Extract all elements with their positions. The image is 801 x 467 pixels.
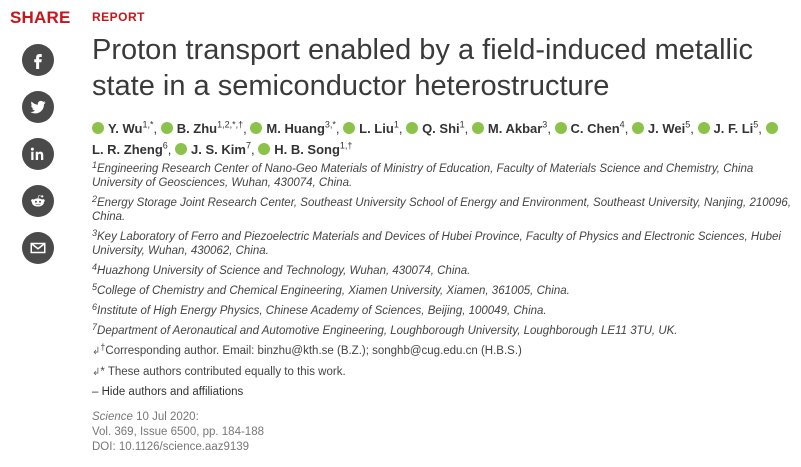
publication-date: 10 Jul 2020: [132, 411, 199, 423]
author-name[interactable]: M. Huang [266, 121, 325, 136]
email-icon [29, 239, 47, 257]
orcid-icon[interactable] [766, 122, 778, 134]
orcid-icon[interactable] [343, 122, 355, 134]
author-item[interactable] [555, 121, 625, 136]
affiliation-item [92, 162, 792, 190]
linkedin-icon [29, 145, 47, 163]
affiliation-number: 7 [92, 322, 98, 332]
author-list: Y. $Wu^{1,*}$, B. Zhu$^{1,2,*,\dagger}$, M. Huang$^{3,*}$, L. Liu$^1$, Q. Shi$^1$, M. Akbar$^3$, C. Chen$^4$, J. Wei$^5$, J. F. Li$^5$, L. R. Zheng$^6$, J. S. Kim$^7$, H. B. Song$^{1,\dagger}$ [92, 118, 792, 160]
equal-contribution-note [92, 365, 792, 380]
share-rail [10, 8, 71, 28]
orcid-icon[interactable] [250, 122, 262, 134]
author-affiliation-sup: 1 [393, 119, 399, 130]
orcid-icon[interactable] [258, 143, 270, 155]
author-affiliation-sup: 6 [162, 140, 168, 151]
affiliation-number: 3 [92, 228, 98, 238]
author-affiliation-sup: 7 [245, 140, 251, 151]
author-name[interactable]: J. Wei [647, 121, 686, 136]
affiliation-item [92, 324, 792, 338]
facebook-share-button[interactable] [22, 44, 54, 76]
citation-block [92, 410, 792, 455]
orcid-icon[interactable] [175, 143, 187, 155]
orcid-icon[interactable] [698, 122, 710, 134]
affiliation-text: Key Laboratory of Ferro and Piezoelectric Materials and Devices of Hubei Province, Faculty of Physics and Electronic Sciences, Hubei University, Wuhan, 430062, China. [92, 231, 781, 257]
affiliation-item [92, 196, 792, 224]
email-share-button[interactable] [22, 232, 54, 264]
author-affiliation-sup: 4 [619, 119, 625, 130]
return-arrow-icon: ↲ [92, 346, 101, 357]
author-item[interactable] [406, 121, 465, 136]
author-name[interactable]: H. B. Song [274, 142, 340, 157]
author-affiliation-sup: 1,2,*,† [217, 119, 244, 130]
doi: DOI: 10.1126/science.aaz9139 [92, 441, 250, 453]
affiliation-text: Energy Storage Joint Research Center, Southeast University School of Energy and Environment, Southeast University, Nanjing, 210096, China. [92, 197, 792, 223]
equal-contribution-text: * These authors contributed equally to this work. [100, 366, 346, 378]
author-item[interactable] [343, 121, 399, 136]
author-name[interactable]: C. Chen [570, 121, 620, 136]
author-affiliation-sup: 5 [685, 119, 691, 130]
affiliation-text: Department of Aeronautical and Automotive Engineering, Loughborough University, Loughborough LE11 3TU, UK. [97, 325, 678, 337]
author-item[interactable] [632, 121, 690, 136]
corresponding-note [92, 344, 792, 359]
affiliation-item [92, 284, 792, 298]
affiliation-item [92, 230, 792, 258]
orcid-icon[interactable] [472, 122, 484, 134]
author-name[interactable]: M. Akbar [487, 121, 543, 136]
affiliation-number: 5 [92, 282, 98, 292]
affiliation-text: Institute of High Energy Physics, Chinese Academy of Sciences, Beijing, 100049, China. [97, 305, 547, 317]
author-item[interactable] [250, 121, 336, 136]
reddit-share-button[interactable] [22, 185, 54, 217]
author-name[interactable]: J. S. Kim [191, 142, 246, 157]
orcid-icon[interactable] [406, 122, 418, 134]
affiliation-number: 6 [92, 302, 98, 312]
affiliation-text: Engineering Research Center of Nano-Geo Materials of Ministry of Education, Faculty of Materials Science and Chemistry, China University of Geosciences, Wuhan, 430074, China. [92, 163, 754, 189]
author-name[interactable]: L. Liu [359, 121, 394, 136]
affiliation-text: Huazhong University of Science and Technology, Wuhan, 430074, China. [97, 265, 471, 277]
affiliation-number: 1 [92, 160, 98, 170]
author-affiliation-sup: 3,* [324, 119, 336, 130]
author-item[interactable] [472, 121, 547, 136]
author-notes [92, 344, 792, 380]
citation-date-line [92, 410, 792, 425]
author-item[interactable] [175, 142, 251, 157]
author-name[interactable]: B. Zhu [176, 121, 218, 136]
author-name[interactable]: Y. Wu [108, 121, 143, 136]
dagger-mark: † [100, 342, 106, 352]
affiliation-number: 4 [92, 262, 98, 272]
author-affiliation-sup: 1,† [339, 140, 353, 151]
affiliation-list [92, 162, 792, 338]
author-item[interactable] [161, 121, 243, 136]
author-affiliation-sup: 5 [753, 119, 759, 130]
affiliation-item [92, 264, 792, 278]
affiliation-item [92, 304, 792, 318]
volume-info: Vol. 369, Issue 6500, pp. 184-188 [92, 426, 264, 438]
article-title: Proton transport enabled by a field-induced metallic state in a semiconductor heterostructure [92, 34, 753, 102]
corresponding-text: Corresponding author. Email: binzhu@kth.se (B.Z.); songhb@cug.edu.cn (H.B.S.) [105, 345, 522, 357]
orcid-icon[interactable] [92, 122, 104, 134]
article-header [92, 8, 792, 455]
twitter-share-button[interactable] [22, 91, 54, 123]
author-affiliation-sup: 1 [459, 119, 465, 130]
orcid-icon[interactable] [555, 122, 567, 134]
author-affiliation-sup: 1,* [142, 119, 154, 130]
twitter-icon [29, 98, 47, 116]
journal-name: Science [92, 411, 133, 423]
article-type-label: REPORT [92, 10, 146, 24]
affiliation-text: College of Chemistry and Chemical Engineering, Xiamen University, Xiamen, 361005, China. [97, 285, 570, 297]
orcid-icon[interactable] [161, 122, 173, 134]
author-name[interactable]: Q. Shi [422, 121, 460, 136]
author-item[interactable] [258, 142, 352, 157]
linkedin-share-button[interactable] [22, 138, 54, 170]
affiliation-number: 2 [92, 194, 98, 204]
facebook-icon [29, 51, 47, 69]
author-affiliation-sup: 3 [542, 119, 548, 130]
hide-authors-link[interactable]: – Hide authors and affiliations [92, 386, 244, 398]
author-name[interactable]: L. R. Zheng [92, 142, 163, 157]
orcid-icon[interactable] [632, 122, 644, 134]
author-item[interactable] [92, 121, 153, 136]
return-arrow-icon: ↲ [92, 367, 101, 378]
author-name[interactable]: J. F. Li [713, 121, 754, 136]
reddit-icon [29, 192, 47, 210]
share-label: SHARE [10, 8, 71, 27]
author-item[interactable] [698, 121, 759, 136]
